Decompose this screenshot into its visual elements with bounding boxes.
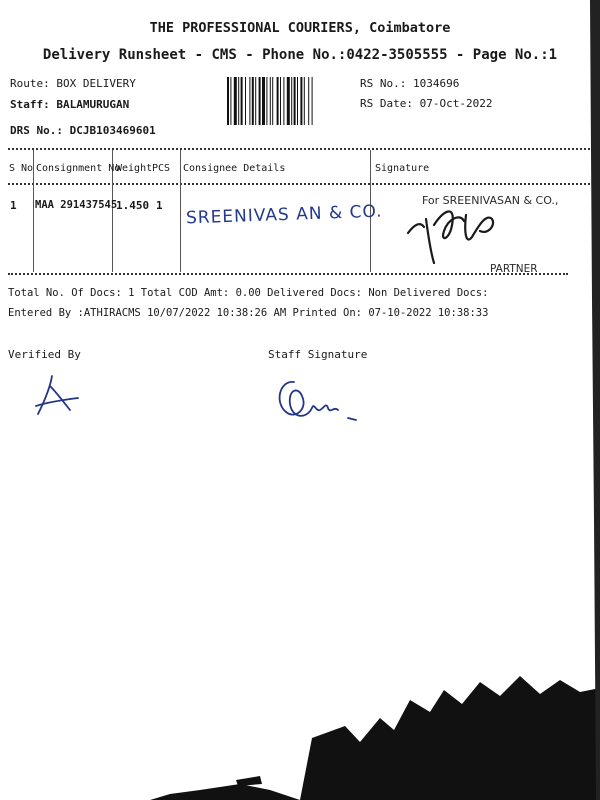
runsheet-subtitle: Delivery Runsheet - CMS - Phone No.:0422-3505555 - Page No.:1 [42, 47, 558, 63]
barcode-bar [245, 77, 246, 125]
barcode-bar [255, 77, 256, 125]
cell-pcs: 1 [156, 199, 163, 212]
col-header-signature: Signature [375, 163, 430, 174]
col-header-pcs: PCS [152, 163, 171, 174]
cell-weight: 1.450 [116, 199, 150, 212]
barcode-bar [234, 77, 237, 125]
col-header-weight: Weight [116, 163, 153, 174]
barcode-bar [259, 77, 261, 125]
table-header-rule [8, 183, 590, 185]
barcode-bar [272, 77, 273, 125]
entered-by-line: Entered By :ATHIRACMS 10/07/2022 10:38:26 AM Printed On: 07-10-2022 10:38:33 [8, 307, 489, 319]
barcode-image [227, 77, 345, 125]
rs-date: RS Date: 07-Oct-2022 [360, 97, 493, 110]
barcode-bar [252, 77, 254, 125]
barcode-bar [227, 77, 229, 125]
staff-label: Staff: BALAMURUGAN [10, 98, 130, 111]
col-header-consignee: Consignee Details [183, 163, 286, 174]
verified-by-label: Verified By [8, 348, 81, 361]
barcode-bar [262, 77, 265, 125]
verifier-signature [28, 370, 88, 420]
drs-number: DRS No.: DCJB103469601 [10, 124, 156, 137]
staff-signature-label: Staff Signature [268, 348, 368, 361]
route-label: Route: BOX DELIVERY [10, 77, 136, 90]
barcode-bar [308, 77, 309, 125]
staff-signature [272, 368, 372, 428]
column-divider [33, 150, 34, 272]
cell-consignment-no: MAA 291437545 [35, 199, 118, 211]
barcode-bar [238, 77, 239, 125]
barcode-bar [294, 77, 296, 125]
barcode-bar [249, 77, 250, 125]
company-title: THE PROFESSIONAL COURIERS, Coimbatore [149, 20, 451, 36]
rs-number: RS No.: 1034696 [360, 77, 460, 90]
barcode-bar [304, 77, 305, 125]
barcode-bar [270, 77, 271, 125]
barcode-bar [287, 77, 290, 125]
table-bottom-rule [8, 273, 568, 275]
barcode-bar [312, 77, 313, 125]
totals-line: Total No. Of Docs: 1 Total COD Amt: 0.00 Delivered Docs: Non Delivered Docs: [8, 287, 489, 299]
barcode-bar [283, 77, 284, 125]
barcode-bar [266, 77, 267, 125]
table-top-rule [8, 148, 590, 150]
barcode-bar [277, 77, 279, 125]
column-divider [180, 150, 181, 272]
company-stamp-partner: PARTNER [490, 263, 538, 275]
company-stamp-top: For SREENIVASAN & CO., [422, 194, 559, 207]
barcode-bar [280, 77, 281, 125]
consignee-handwritten: SREENIVAS AN & CO. [185, 201, 383, 229]
barcode-bar [291, 77, 292, 125]
cell-sno: 1 [10, 199, 17, 212]
barcode-bar [241, 77, 243, 125]
receiver-signature [400, 195, 510, 270]
barcode-bar [300, 77, 302, 125]
col-header-consignment: Consignment No [36, 163, 121, 174]
barcode-bar [230, 77, 231, 125]
col-header-sno: S No [9, 163, 34, 174]
barcode-bar [297, 77, 298, 125]
